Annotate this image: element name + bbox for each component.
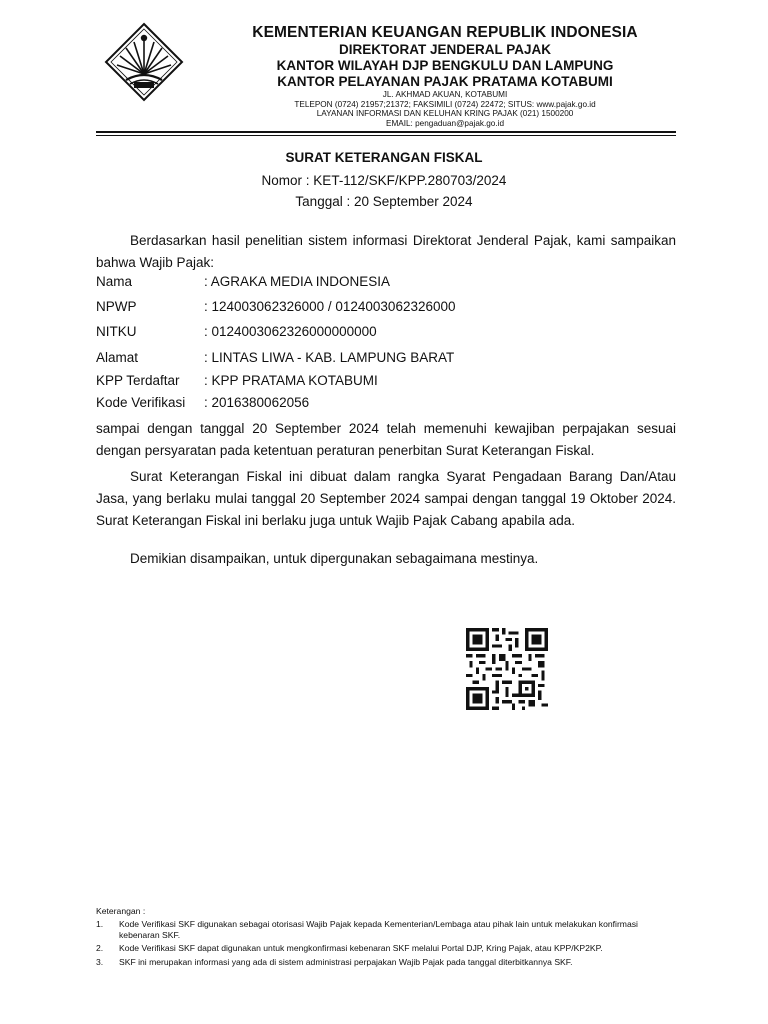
field-value: : 0124003062326000000000 <box>204 324 377 339</box>
note-item <box>96 957 666 967</box>
note-number: 2. <box>96 943 104 954</box>
document-date: Tanggal : 20 September 2024 <box>295 194 473 209</box>
field-value: : LINTAS LIWA - KAB. LAMPUNG BARAT <box>204 350 455 365</box>
office-email: EMAIL: pengaduan@pajak.go.id <box>385 118 504 128</box>
note-text: SKF ini merupakan informasi yang ada di sistem administrasi perpajakan Wajib Pajak pada tanggal diterbitkannya SKF. <box>119 956 573 967</box>
directorate-name: DIREKTORAT JENDERAL PAJAK <box>338 42 552 57</box>
notes-heading: Keterangan : <box>96 906 146 916</box>
document-number: Nomor : KET-112/SKF/KPP.280703/2024 <box>261 173 507 188</box>
field-label: Kode Verifikasi <box>96 395 186 410</box>
kemenkeu-emblem-icon <box>104 22 184 102</box>
tax-office-name: KANTOR PELAYANAN PAJAK PRATAMA KOTABUMI <box>277 74 613 89</box>
letterhead-rule-thick <box>96 131 676 133</box>
note-item <box>96 919 666 940</box>
compliance-statement: sampai dengan tanggal 20 September 2024 telah memenuhi kewajiban perpajakan sesuai dengan persyaratan pada ketentuan peraturan penerbitan Surat Keterangan Fiskal. <box>96 421 676 458</box>
letterhead-rule-thin <box>96 135 676 136</box>
field-label: KPP Terdaftar <box>96 373 180 388</box>
office-contact: TELEPON (0724) 21957;21372; FAKSIMILI (0724) 22472; SITUS: www.pajak.go.id <box>294 99 596 109</box>
field-value: : AGRAKA MEDIA INDONESIA <box>204 274 391 289</box>
purpose-paragraph: Surat Keterangan Fiskal ini dibuat dalam rangka Syarat Pengadaan Barang Dan/Atau Jasa, yang berlaku mulai tanggal 20 September 2024 sampai dengan tanggal 19 Oktober 2024. Surat Keterangan Fiskal ini berlaku juga untuk Wajib Pajak Cabang apabila ada. <box>96 469 676 528</box>
office-address: JL. AKHMAD AKUAN, KOTABUMI <box>382 90 508 99</box>
document-title: SURAT KETERANGAN FISKAL <box>285 150 483 165</box>
notes-section <box>96 906 666 970</box>
intro-paragraph: Berdasarkan hasil penelitian sistem informasi Direktorat Jenderal Pajak, kami sampaikan bahwa Wajib Pajak: <box>96 233 676 270</box>
regional-office-name: KANTOR WILAYAH DJP BENGKULU DAN LAMPUNG <box>276 58 614 73</box>
note-text: Kode Verifikasi SKF digunakan sebagai otorisasi Wajib Pajak kepada Kementerian/Lembaga atau pihak lain untuk melakukan konfirmasi kebenaran SKF. <box>119 919 638 940</box>
field-label: Nama <box>96 274 133 289</box>
qr-code-icon <box>466 628 548 710</box>
letterhead <box>190 24 700 128</box>
field-value: : 2016380062056 <box>204 395 310 410</box>
field-label: NPWP <box>96 299 137 314</box>
field-label: Alamat <box>96 350 139 365</box>
note-text: Kode Verifikasi SKF dapat digunakan untuk mengkonfirmasi kebenaran SKF melalui Portal DJP, Kring Pajak, atau KPP/KP2KP. <box>119 943 603 954</box>
note-number: 1. <box>96 919 104 930</box>
ministry-name: KEMENTERIAN KEUANGAN REPUBLIK INDONESIA <box>252 24 638 41</box>
field-value: : KPP PRATAMA KOTABUMI <box>204 373 378 388</box>
field-label: NITKU <box>96 324 137 339</box>
field-value: : 124003062326000 / 0124003062326000 <box>204 299 456 314</box>
note-item <box>96 943 666 953</box>
closing-paragraph: Demikian disampaikan, untuk dipergunakan sebagaimana mestinya. <box>130 551 539 566</box>
note-number: 3. <box>96 956 104 967</box>
office-service: LAYANAN INFORMASI DAN KELUHAN KRING PAJAK (021) 1500200 <box>316 109 574 119</box>
